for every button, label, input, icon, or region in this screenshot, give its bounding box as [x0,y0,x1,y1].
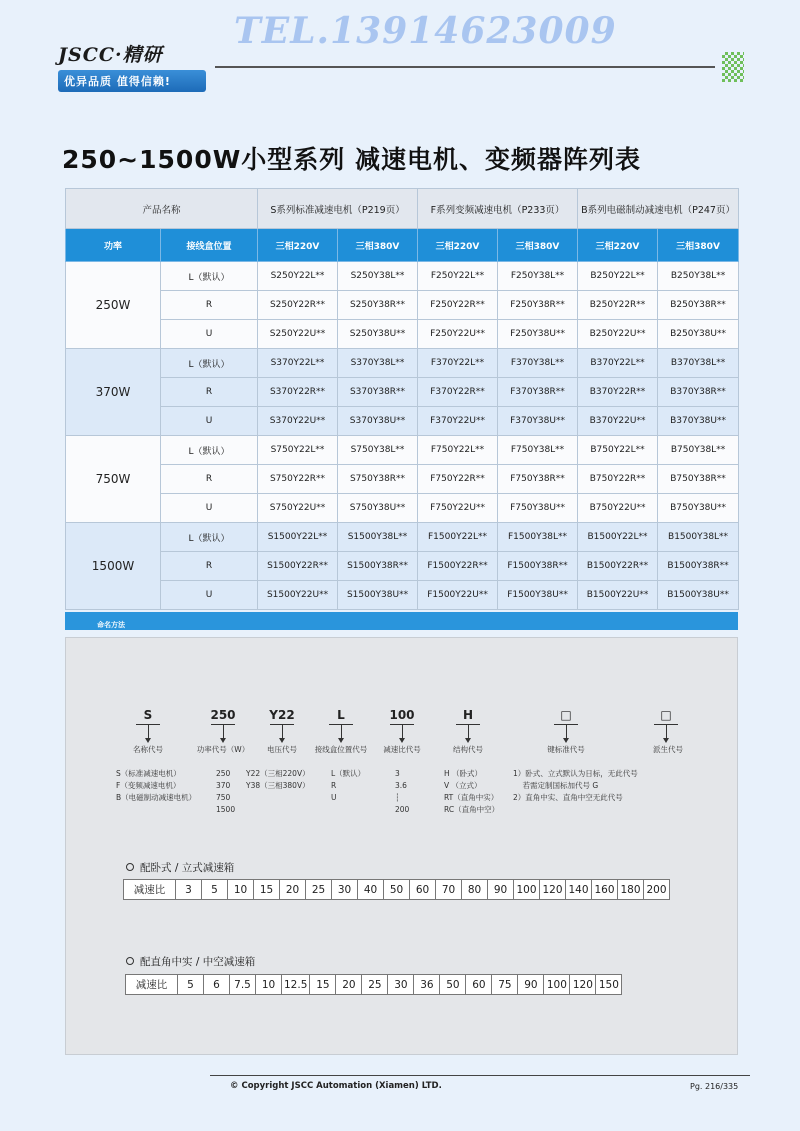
down-arrow-icon [566,725,567,739]
circle-bullet-icon [126,863,134,871]
header-b-series: B系列电磁制动减速电机（P247页） [578,189,739,229]
model-code-cell: S250Y22L** [258,262,338,291]
ratio-value: 100 [544,975,570,995]
ratio-value: 180 [618,880,644,900]
model-code-cell: S1500Y22U** [258,581,338,610]
ratio-label: 减速比 [126,975,178,995]
ratio-value: 25 [362,975,388,995]
ratio-row [126,975,622,995]
naming-options: 3 3.6 ┆ 200 [395,769,410,814]
page-title: 250~1500W小型系列 减速电机、变频器阵列表 [62,145,641,174]
model-code-cell: B250Y38R** [658,291,739,320]
down-arrow-icon [468,725,469,739]
ratio-value: 90 [488,880,514,900]
naming-panel [65,637,738,1055]
header-f-series: F系列变频减速电机（P233页） [418,189,578,229]
logo-text: JSCC·精研 [58,44,163,66]
naming-code-name: 电压代号 [267,745,297,754]
naming-label: 命名方法 [97,621,125,629]
naming-code-name: 减速比代号 [383,745,421,754]
header-voltage: 三相380V [498,229,578,262]
page-number: Pg. 216/335 [690,1082,739,1091]
model-code-cell: S370Y38R** [338,378,418,407]
model-code-cell: B750Y22R** [578,465,658,494]
footer-divider [210,1075,750,1076]
model-code-cell: S1500Y22R** [258,552,338,581]
model-code-cell: B370Y22L** [578,349,658,378]
model-code-cell: F250Y22U** [418,320,498,349]
model-table-container [65,188,738,610]
naming-strip [65,612,738,630]
box-position-cell: L（默认） [161,262,258,291]
model-code-cell: F370Y38L** [498,349,578,378]
table-row [66,523,739,552]
model-code-cell: S1500Y38U** [338,581,418,610]
model-code-cell: B250Y22R** [578,291,658,320]
ratio-value: 140 [566,880,592,900]
down-arrow-icon [341,725,342,739]
box-position-cell: L（默认） [161,349,258,378]
ratio-value: 20 [280,880,306,900]
model-code-cell: F750Y38L** [498,436,578,465]
naming-code: H [462,708,474,722]
ratio-value: 60 [410,880,436,900]
ratio2-title [126,954,255,969]
ratio-value: 50 [384,880,410,900]
header-divider [215,66,715,68]
ratio-value: 7.5 [230,975,256,995]
model-code-cell: B750Y38L** [658,436,739,465]
naming-code: Y22 [269,708,295,722]
model-code-cell: F250Y38R** [498,291,578,320]
model-code-cell: S750Y38L** [338,436,418,465]
model-code-cell: B370Y22U** [578,407,658,436]
ratio-value: 75 [492,975,518,995]
model-code-cell: B1500Y22U** [578,581,658,610]
header-power: 功率 [66,229,161,262]
box-position-cell: R [161,552,258,581]
header-s-series: S系列标准减速电机（P219页） [258,189,418,229]
naming-code-name: 功率代号（W） [196,745,250,754]
model-code-cell: B250Y38U** [658,320,739,349]
ratio-value: 30 [332,880,358,900]
naming-code-name: 名称代号 [133,745,163,754]
naming-code-name: 结构代号 [453,745,483,754]
model-code-cell: B370Y38L** [658,349,739,378]
ratio-value: 10 [228,880,254,900]
table-row [66,552,739,581]
naming-code-name: 接线盒位置代号 [314,745,368,754]
model-code-cell: B370Y22R** [578,378,658,407]
model-code-cell: S1500Y38L** [338,523,418,552]
naming-code: □ [560,708,572,722]
header-voltage: 三相220V [418,229,498,262]
header-voltage: 三相380V [338,229,418,262]
ratio-value: 12.5 [282,975,310,995]
telephone-banner: TEL.13914623009 [234,10,617,52]
table-row [66,349,739,378]
ratio-row [124,880,670,900]
box-position-cell: R [161,291,258,320]
model-code-cell: F750Y22R** [418,465,498,494]
ratio-value: 160 [592,880,618,900]
table-row [66,378,739,407]
naming-options: 1）卧式、立式默认为日标，无此代号 若需定制国标加代号 G 2）直角中实、直角中空无此代号 [513,769,638,802]
ratio-value: 70 [436,880,462,900]
model-table [65,188,739,610]
model-code-cell: S370Y38L** [338,349,418,378]
table-row [66,262,739,291]
model-code-cell: B250Y38L** [658,262,739,291]
table-row [66,465,739,494]
model-code-cell: F1500Y22R** [418,552,498,581]
model-code-cell: B1500Y22L** [578,523,658,552]
naming-options: S（标准减速电机） F（变频减速电机） B（电磁制动减速电机） [116,769,197,802]
ratio-value: 80 [462,880,488,900]
box-position-cell: U [161,494,258,523]
model-code-cell: S250Y22U** [258,320,338,349]
model-code-cell: S1500Y38R** [338,552,418,581]
model-code-cell: B750Y22L** [578,436,658,465]
down-arrow-icon [666,725,667,739]
model-code-cell: F750Y38R** [498,465,578,494]
ratio-value: 15 [254,880,280,900]
model-code-cell: F1500Y22L** [418,523,498,552]
model-code-cell: S370Y22U** [258,407,338,436]
model-code-cell: F1500Y38R** [498,552,578,581]
model-code-cell: S750Y22U** [258,494,338,523]
ratio-value: 90 [518,975,544,995]
ratio1-table [123,879,670,900]
model-code-cell: F750Y38U** [498,494,578,523]
header-voltage: 三相220V [258,229,338,262]
naming-code-name: 派生代号 [653,745,683,754]
table-row [66,320,739,349]
company-logo [58,40,208,92]
naming-options: Y22（三相220V） Y38（三相380V） [246,769,310,790]
ratio-value: 5 [202,880,228,900]
ratio2-table [125,974,622,995]
model-code-cell: S750Y22R** [258,465,338,494]
header-voltage: 三相220V [578,229,658,262]
box-position-cell: U [161,320,258,349]
down-arrow-icon [148,725,149,739]
ratio-value: 120 [540,880,566,900]
model-code-cell: B750Y38R** [658,465,739,494]
model-code-cell: F370Y22R** [418,378,498,407]
model-code-cell: S250Y38R** [338,291,418,320]
ratio-value: 150 [596,975,622,995]
model-code-cell: S250Y38U** [338,320,418,349]
down-arrow-icon [402,725,403,739]
header-product-name: 产品名称 [66,189,258,229]
box-position-cell: U [161,581,258,610]
model-code-cell: S370Y22L** [258,349,338,378]
model-code-cell: F1500Y38U** [498,581,578,610]
model-code-cell: S1500Y22L** [258,523,338,552]
power-cell: 370W [66,349,161,436]
logo-slogan: 优异品质 值得信赖! [58,70,206,92]
copyright: © Copyright JSCC Automation (Xiamen) LTD. [230,1081,442,1091]
table-row [66,291,739,320]
model-code-cell: F250Y22L** [418,262,498,291]
box-position-cell: R [161,378,258,407]
ratio-value: 25 [306,880,332,900]
model-code-cell: B1500Y22R** [578,552,658,581]
model-code-cell: B750Y22U** [578,494,658,523]
ratio-value: 3 [176,880,202,900]
model-code-cell: B370Y38U** [658,407,739,436]
model-code-cell: S750Y38R** [338,465,418,494]
box-position-cell: L（默认） [161,523,258,552]
model-code-cell: F1500Y38L** [498,523,578,552]
model-code-cell: B1500Y38L** [658,523,739,552]
naming-options: L（默认） R U [331,769,366,802]
model-code-cell: F370Y38R** [498,378,578,407]
table-row [66,436,739,465]
down-arrow-icon [282,725,283,739]
ratio-value: 15 [310,975,336,995]
ratio-value: 36 [414,975,440,995]
model-code-cell: B1500Y38U** [658,581,739,610]
naming-code: 100 [389,708,415,722]
ratio1-title-text: 配卧式 / 立式减速箱 [140,862,235,874]
model-code-cell: B250Y22U** [578,320,658,349]
model-code-cell: S370Y38U** [338,407,418,436]
header-voltage: 三相380V [658,229,739,262]
ratio-value: 5 [178,975,204,995]
model-code-cell: B1500Y38R** [658,552,739,581]
table-row [66,494,739,523]
model-code-cell: F370Y22U** [418,407,498,436]
checker-pattern-icon [722,52,744,82]
model-code-cell: S750Y38U** [338,494,418,523]
naming-code-name: 键标准代号 [547,745,585,754]
box-position-cell: L（默认） [161,436,258,465]
box-position-cell: U [161,407,258,436]
model-code-cell: F250Y38U** [498,320,578,349]
down-arrow-icon [223,725,224,739]
model-code-cell: F1500Y22U** [418,581,498,610]
ratio-label: 减速比 [124,880,176,900]
model-code-cell: F370Y38U** [498,407,578,436]
ratio-value: 60 [466,975,492,995]
ratio-value: 100 [514,880,540,900]
model-code-cell: F250Y22R** [418,291,498,320]
model-code-cell: F750Y22L** [418,436,498,465]
box-position-cell: R [161,465,258,494]
ratio-value: 20 [336,975,362,995]
ratio-value: 40 [358,880,384,900]
power-cell: 1500W [66,523,161,610]
power-cell: 750W [66,436,161,523]
naming-options: H （卧式） V （立式） RT（直角中实） RC（直角中空） [444,769,500,814]
ratio-value: 10 [256,975,282,995]
naming-code: □ [660,708,672,722]
table-row [66,581,739,610]
model-code-cell: B250Y22L** [578,262,658,291]
table-header-row-2 [66,229,739,262]
naming-options: 250 370 750 1500 [216,769,236,814]
ratio-value: 50 [440,975,466,995]
ratio1-title [126,860,234,875]
circle-bullet-icon [126,957,134,965]
naming-code: 250 [210,708,236,722]
ratio2-title-text: 配直角中实 / 中空减速箱 [140,956,256,968]
naming-code: L [337,708,345,722]
model-code-cell: B370Y38R** [658,378,739,407]
ratio-value: 30 [388,975,414,995]
power-cell: 250W [66,262,161,349]
model-code-cell: S250Y22R** [258,291,338,320]
naming-code: S [143,708,153,722]
table-row [66,407,739,436]
ratio-value: 120 [570,975,596,995]
header-box-position: 接线盒位置 [161,229,258,262]
ratio-value: 200 [644,880,670,900]
table-header-row-1 [66,189,739,229]
model-code-cell: S750Y22L** [258,436,338,465]
ratio-value: 6 [204,975,230,995]
model-code-cell: B750Y38U** [658,494,739,523]
model-code-cell: F750Y22U** [418,494,498,523]
model-code-cell: S250Y38L** [338,262,418,291]
model-code-cell: F370Y22L** [418,349,498,378]
model-code-cell: S370Y22R** [258,378,338,407]
model-code-cell: F250Y38L** [498,262,578,291]
